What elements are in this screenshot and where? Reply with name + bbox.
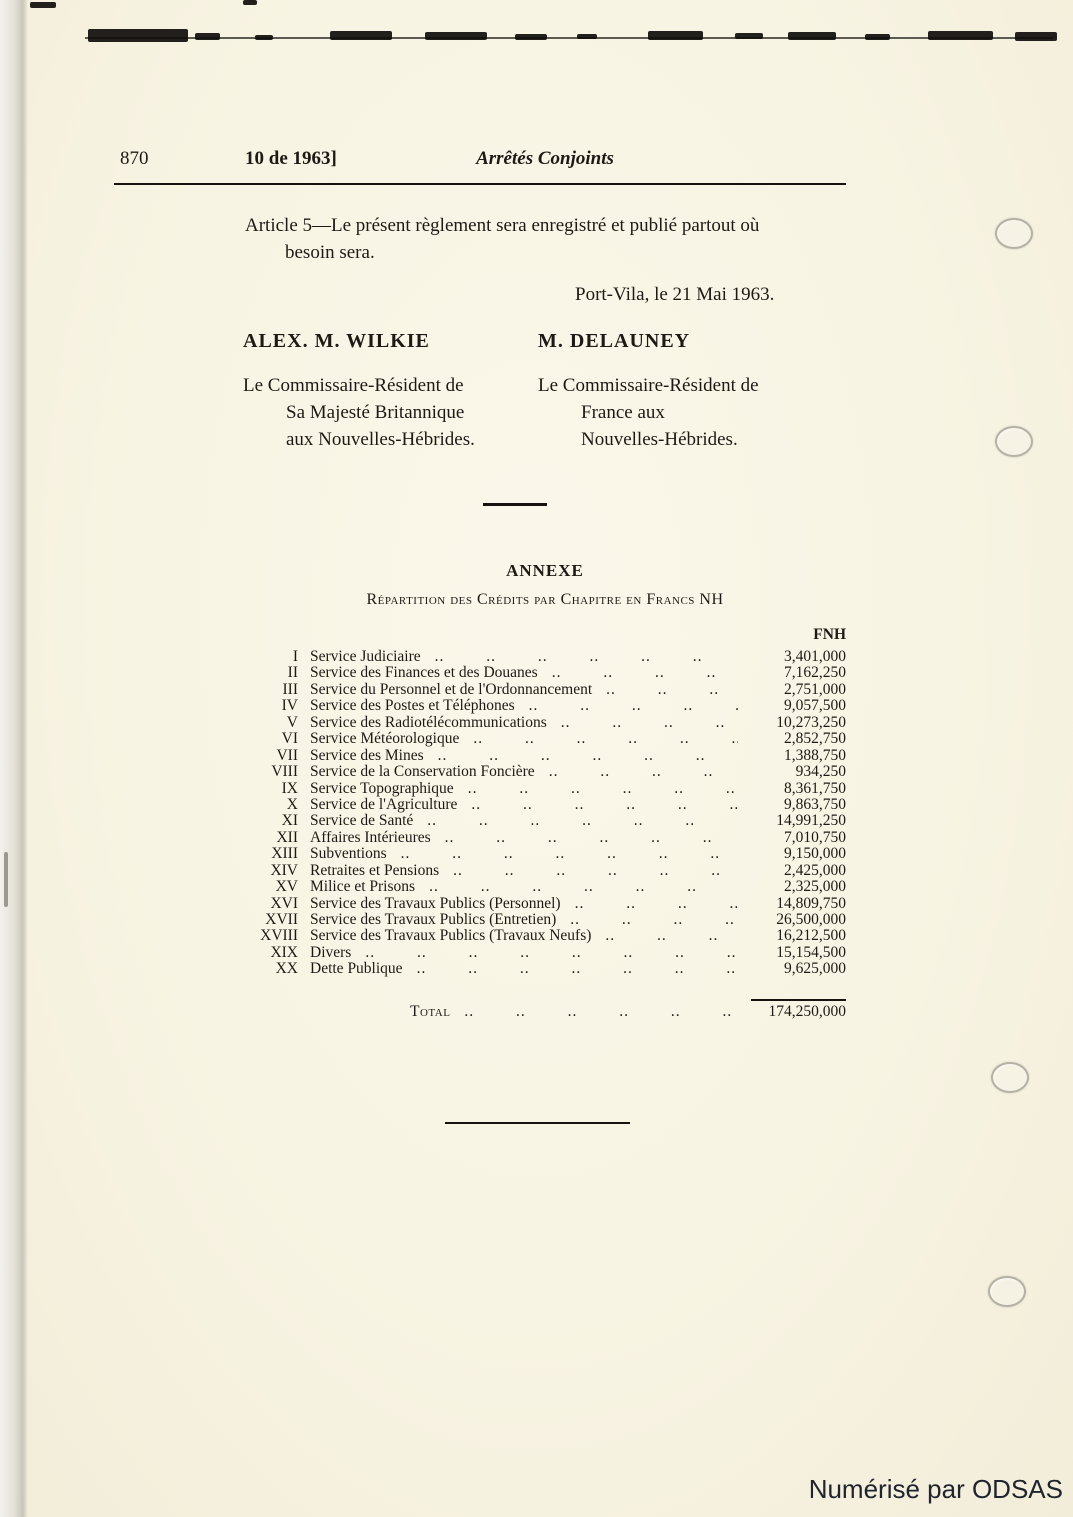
credit-row	[228, 944, 846, 960]
chapter-label: Divers	[310, 943, 352, 961]
chapter-amount: 14,991,250	[776, 812, 846, 830]
article-paragraph	[245, 212, 855, 266]
punch-hole	[991, 1062, 1029, 1093]
dot-leader	[556, 911, 738, 929]
credit-row	[228, 730, 846, 746]
scan-artifact-mark	[735, 33, 763, 39]
chapter-numeral: X	[286, 795, 298, 813]
chapter-amount: 9,057,500	[784, 697, 846, 715]
credit-row	[228, 960, 846, 976]
chapter-label: Subventions	[310, 845, 387, 863]
chapter-label: Service de Santé	[310, 812, 414, 830]
dot-leader	[450, 1003, 751, 1021]
chapter-amount: 7,162,250	[784, 664, 846, 682]
credit-row	[228, 927, 846, 943]
signatory-title-left	[243, 372, 475, 453]
article-line: besoin sera.	[285, 242, 375, 263]
chapter-amount: 9,625,000	[784, 960, 846, 978]
credits-table	[228, 648, 846, 977]
chapter-numeral: XI	[281, 812, 298, 830]
dateline: Port-Vila, le 21 Mai 1963.	[575, 284, 775, 305]
scan-artifact-mark	[788, 32, 836, 40]
credit-row	[228, 796, 846, 812]
credit-row	[228, 697, 846, 713]
credit-row	[228, 763, 846, 779]
credit-row	[228, 862, 846, 878]
chapter-numeral: VIII	[271, 763, 298, 781]
chapter-label: Service des Travaux Publics (Personnel)	[310, 894, 561, 912]
chapter-label: Service Météorologique	[310, 730, 460, 748]
chapter-label: Service des Postes et Téléphones	[310, 697, 515, 715]
dot-leader	[387, 845, 738, 863]
chapter-numeral: XX	[275, 960, 298, 978]
punch-hole	[988, 1276, 1026, 1307]
signatory-title-line: France aux	[581, 402, 665, 423]
dot-leader	[591, 927, 738, 945]
dot-leader	[424, 747, 738, 765]
chapter-numeral: VII	[276, 746, 298, 764]
credit-row	[228, 895, 846, 911]
credit-row	[228, 878, 846, 894]
chapter-numeral: XIV	[270, 861, 298, 879]
scan-artifact-mark	[1015, 32, 1057, 41]
chapter-label: Service de l'Agriculture	[310, 795, 458, 813]
annexe-subtitle: Répartition des Crédits par Chapitre en Francs NH	[366, 591, 724, 608]
chapter-label: Service des Finances et des Douanes	[310, 664, 538, 682]
chapter-amount: 7,010,750	[784, 828, 846, 846]
chapter-amount: 1,388,750	[784, 746, 846, 764]
dot-leader	[421, 648, 738, 666]
credit-row	[228, 812, 846, 828]
dot-leader	[454, 780, 738, 798]
article-line: Article 5—Le présent règlement sera enregistré et publié partout où	[245, 215, 760, 236]
signatory-title-line: aux Nouvelles-Hébrides.	[286, 429, 475, 450]
chapter-label: Service de la Conservation Foncière	[310, 763, 535, 781]
signatory-title-line: Le Commissaire-Résident de	[243, 375, 464, 396]
digitization-watermark: Numérisé par ODSAS	[808, 1474, 1063, 1504]
chapter-label: Service des Travaux Publics (Entretien)	[310, 911, 557, 928]
chapter-numeral: II	[287, 664, 298, 682]
credit-row	[228, 747, 846, 763]
chapter-amount: 15,154,500	[776, 943, 846, 961]
chapter-numeral: XII	[276, 828, 298, 846]
scan-artifact-mark	[648, 31, 703, 40]
total-amount: 174,250,000	[751, 999, 846, 1021]
dot-leader	[535, 763, 738, 781]
chapter-numeral: IV	[281, 697, 298, 715]
chapter-numeral: III	[282, 680, 298, 698]
chapter-numeral: V	[286, 713, 298, 731]
credit-row	[228, 664, 846, 680]
dot-leader	[538, 664, 738, 682]
closing-divider	[445, 1122, 630, 1124]
chapter-label: Service Judiciaire	[310, 648, 421, 665]
scan-artifact-mark	[255, 35, 273, 40]
scan-artifact-mark	[88, 29, 188, 42]
punch-hole	[995, 426, 1033, 457]
scan-artifact-mark	[425, 32, 487, 40]
credit-row	[228, 780, 846, 796]
scan-artifact-mark	[243, 0, 257, 5]
chapter-amount: 10,273,250	[776, 713, 846, 731]
dot-leader	[413, 812, 738, 830]
scan-artifact-line	[85, 37, 1053, 39]
signatory-title-line: Sa Majesté Britannique	[286, 402, 465, 423]
page-number: 870	[120, 148, 149, 169]
chapter-amount: 9,150,000	[784, 845, 846, 863]
annexe-heading: ANNEXE	[506, 561, 584, 580]
chapter-numeral: XIII	[271, 845, 298, 863]
scan-artifact-mark	[928, 31, 993, 40]
scan-artifact-mark	[865, 34, 890, 40]
dot-leader	[439, 862, 738, 880]
credit-row	[228, 648, 846, 664]
chapter-label: Dette Publique	[310, 960, 403, 978]
scan-artifact-mark	[330, 31, 392, 40]
chapter-amount: 2,751,000	[784, 680, 846, 698]
chapter-label: Service Topographique	[310, 779, 454, 797]
page-edge-shadow	[0, 0, 28, 1517]
scan-artifact-mark	[4, 852, 8, 907]
credit-row	[228, 845, 846, 861]
header-rule	[114, 183, 846, 185]
chapter-numeral: I	[292, 648, 298, 665]
scan-artifact-mark	[30, 2, 56, 8]
chapter-label: Service des Travaux Publics (Travaux Neufs)	[310, 927, 592, 945]
dot-leader	[459, 730, 738, 748]
chapter-numeral: XVII	[265, 911, 298, 928]
chapter-amount: 16,212,500	[776, 927, 846, 945]
total-label: Total	[410, 1003, 451, 1020]
credit-row	[228, 829, 846, 845]
chapter-label: Service des Mines	[310, 746, 424, 764]
credit-row	[228, 681, 846, 697]
chapter-label: Service du Personnel et de l'Ordonnancement	[310, 680, 593, 698]
signatory-title-right	[538, 372, 759, 453]
chapter-label: Service des Radiotélécommunications	[310, 713, 547, 731]
chapter-amount: 26,500,000	[776, 911, 846, 928]
scan-artifact-mark	[515, 34, 547, 40]
chapter-numeral: XVIII	[260, 927, 298, 945]
chapter-amount: 9,863,750	[784, 795, 846, 813]
dot-leader	[457, 796, 738, 814]
journal-title: Arrêtés Conjoints	[476, 148, 614, 169]
dot-leader	[415, 878, 738, 896]
chapter-amount: 14,809,750	[776, 894, 846, 912]
chapter-numeral: XIX	[270, 943, 298, 961]
credit-row	[228, 911, 846, 927]
credit-row	[228, 714, 846, 730]
scan-artifact-mark	[195, 33, 220, 40]
dot-leader	[547, 714, 738, 732]
scan-artifact-mark	[577, 34, 597, 39]
section-divider	[483, 503, 547, 506]
currency-column-header: FNH	[813, 626, 846, 643]
chapter-amount: 2,852,750	[784, 730, 846, 748]
chapter-numeral: VI	[281, 730, 298, 748]
signatory-name-right: M. DELAUNEY	[538, 330, 691, 352]
signatory-name-left: ALEX. M. WILKIE	[243, 330, 430, 352]
chapter-amount: 8,361,750	[784, 779, 846, 797]
signatory-title-line: Nouvelles-Hébrides.	[581, 429, 738, 450]
dot-leader	[351, 944, 738, 962]
chapter-label: Milice et Prisons	[310, 878, 416, 896]
signatory-title-line: Le Commissaire-Résident de	[538, 375, 759, 396]
issue-reference: 10 de 1963]	[245, 148, 337, 169]
chapter-label: Affaires Intérieures	[310, 828, 431, 846]
chapter-amount: 3,401,000	[784, 648, 846, 665]
total-row	[228, 999, 846, 1021]
chapter-label: Retraites et Pensions	[310, 861, 440, 879]
dot-leader	[561, 895, 738, 913]
dot-leader	[515, 697, 738, 715]
chapter-numeral: IX	[281, 779, 298, 797]
dot-leader	[403, 960, 738, 978]
chapter-amount: 2,325,000	[784, 878, 846, 896]
punch-hole	[995, 218, 1033, 249]
chapter-numeral: XV	[275, 878, 298, 896]
chapter-amount: 934,250	[795, 763, 846, 781]
dot-leader	[592, 681, 738, 699]
chapter-amount: 2,425,000	[784, 861, 846, 879]
chapter-numeral: XVI	[270, 894, 298, 912]
dot-leader	[431, 829, 738, 847]
